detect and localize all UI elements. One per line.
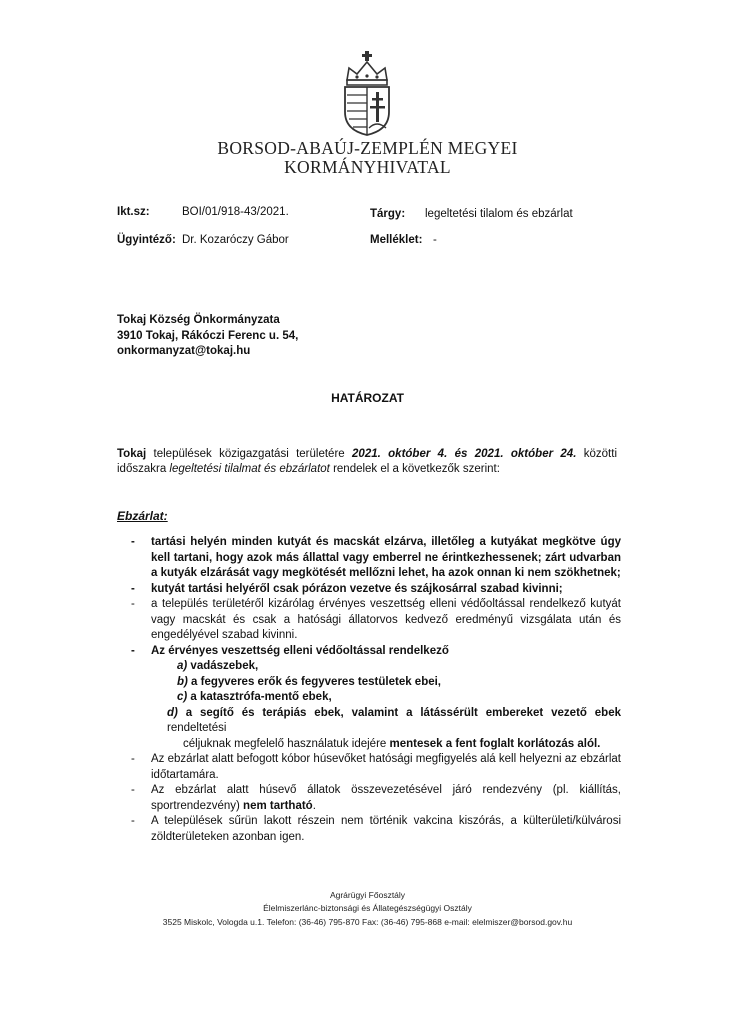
ugyintezo-value: Dr. Kozaróczy Gábor	[182, 234, 289, 246]
sub-item-d-continuation	[131, 737, 621, 753]
iktsz-value: BOI/01/918-43/2021.	[182, 206, 289, 218]
ugyintezo-field	[117, 234, 176, 246]
targy-label: Tárgy:	[370, 208, 406, 220]
addressee-name: Tokaj Község Önkormányzata	[117, 314, 280, 326]
continuation-text: céljuknak megfelelő használatuk idejére	[183, 737, 390, 750]
agency-name-line1: BORSOD-ABAÚJ-ZEMPLÉN MEGYEI	[217, 138, 518, 158]
iktsz-label: Ikt.sz:	[117, 206, 150, 218]
list-item-text: Az érvényes veszettség elleni védőoltással rendelkező	[151, 644, 449, 657]
addressee-block	[117, 313, 298, 360]
sub-text: a fegyveres erők és fegyveres testületek ebei,	[187, 675, 442, 688]
sub-item-b	[131, 675, 621, 691]
list-item-text: tartási helyén minden kutyát és macskát elzárva, illetőleg a kutyákat megkötve úgy kell tartani, hogy azok más állattal vagy emberrel ne érintkezhessenek; zárt udvarban a kutyák elzárását vagy megkötését mellőzni lehet, ha azok onnan ki nem szökhetnek;	[151, 536, 621, 579]
sub-letter: b)	[177, 675, 188, 688]
targy-value: legeltetési tilalom és ebzárlat	[425, 208, 573, 220]
melleklet-label: Melléklet:	[370, 234, 423, 246]
list-item: - Az ebzárlat alatt befogott kóbor húsevőket hatósági megfigyelés alá kell helyezni az ebzárlat időtartamára.	[131, 753, 621, 781]
footer-division: Élelmiszerlánc-biztonsági és Állategészségügyi Osztály	[263, 903, 472, 913]
sub-letter: c)	[177, 691, 188, 703]
sub-item-c	[131, 690, 621, 706]
list-item: - Az érvényes veszettség elleni védőoltással rendelkező	[131, 644, 449, 657]
list-item: - tartási helyén minden kutyát és macskát elzárva, illetőleg a kutyákat megkötve úgy kell tartani, hogy azok más állattal vagy emberrel ne érintkezhessenek; zárt udvarban a kutyák elzárását vagy megkötését mellőzni lehet, ha azok onnan ki nem szökhetnek;	[131, 536, 621, 579]
sub-text: vadászebek,	[187, 660, 259, 672]
sub-letter: a)	[177, 660, 188, 672]
list-item-text: kutyát tartási helyéről csak pórázon vezetve és szájkosárral szabad kivinni;	[151, 582, 563, 595]
intro-text-2: közötti időszakra	[117, 448, 617, 475]
intro-place: Tokaj	[117, 448, 147, 460]
list-item-bold: nem tartható	[243, 799, 313, 812]
rules-list	[131, 535, 621, 845]
footer-department: Agrárügyi Főosztály	[329, 890, 406, 900]
sub-text: a segítő és terápiás ebek, valamint a látássérült embereket vezető ebek	[177, 706, 621, 719]
intro-text-1: települések közigazgatási területére	[146, 448, 353, 460]
addressee-address: 3910 Tokaj, Rákóczi Ferenc u. 54,	[117, 329, 299, 342]
coat-of-arms-logo	[337, 50, 397, 136]
intro-paragraph	[117, 447, 617, 477]
section-title-ebzarlat: Ebzárlat:	[117, 509, 168, 523]
intro-measures: legeltetési tilalmat és ebzárlatot	[169, 463, 330, 475]
sub-item-d	[131, 706, 621, 737]
addressee-email: onkormanyzat@tokaj.hu	[117, 345, 251, 357]
intro-text-3: rendelek el a következők szerint:	[329, 463, 500, 475]
targy-field	[370, 208, 405, 220]
footer-contact: 3525 Miskolc, Vologda u.1. Telefon: (36-46) 795-870 Fax: (36-46) 795-868 e-mail: elelmiszer@borsod.gov.hu	[162, 917, 573, 927]
list-item: - a település területéről kizárólag érvényes veszettség elleni védőoltással rendelkező kutyát vagy macskát és csak a hatósági állatorvos kedvező eredményű vizsgálata után és engedélyével szabad kivinni.	[131, 598, 621, 641]
list-item-text: Az ebzárlat alatt húsevő állatok összevezetésével járó rendezvény (pl. kiállítás, sportrendezvény)	[151, 784, 621, 812]
ugyintezo-label: Ügyintéző:	[117, 234, 176, 246]
sub-text: a katasztrófa-mentő ebek,	[187, 691, 332, 703]
list-item-text: a település területéről kizárólag érvényes veszettség elleni védőoltással rendelkező kutyát vagy macskát és csak a hatósági állatorvos kedvező eredményű vizsgálata után és engedélyével szabad kivinni.	[151, 598, 621, 641]
list-item-text: A települések sűrün lakott részein nem történik vakcina kiszórás, a külterületi/külvárosi zöldterületeken azonban igen.	[151, 815, 621, 843]
continuation-bold: mentesek a fent foglalt korlátozás alól.	[389, 737, 601, 750]
intro-dates: 2021. október 4. és 2021. október 24.	[352, 448, 577, 460]
melleklet-field	[370, 234, 422, 246]
sub-item-a	[131, 659, 621, 675]
list-item-text: Az ebzárlat alatt befogott kóbor húsevőket hatósági megfigyelés alá kell helyezni az ebzárlat időtartamára.	[151, 753, 621, 781]
iktsz-field	[117, 206, 150, 218]
agency-name-line2: KORMÁNYHIVATAL	[284, 157, 451, 177]
sub-text-rest: rendeltetési	[167, 722, 227, 734]
document-title: HATÁROZAT	[331, 391, 404, 405]
list-item: - Az ebzárlat alatt húsevő állatok összevezetésével járó rendezvény (pl. kiállítás, sportrendezvény) nem tartható.	[131, 784, 621, 812]
list-item-end: .	[312, 799, 316, 812]
sub-letter: d)	[167, 706, 178, 719]
list-item: - A települések sűrün lakott részein nem történik vakcina kiszórás, a külterületi/külvárosi zöldterületeken azonban igen.	[131, 815, 621, 843]
list-item: - kutyát tartási helyéről csak pórázon vezetve és szájkosárral szabad kivinni;	[131, 582, 563, 595]
melleklet-value: -	[433, 234, 437, 246]
